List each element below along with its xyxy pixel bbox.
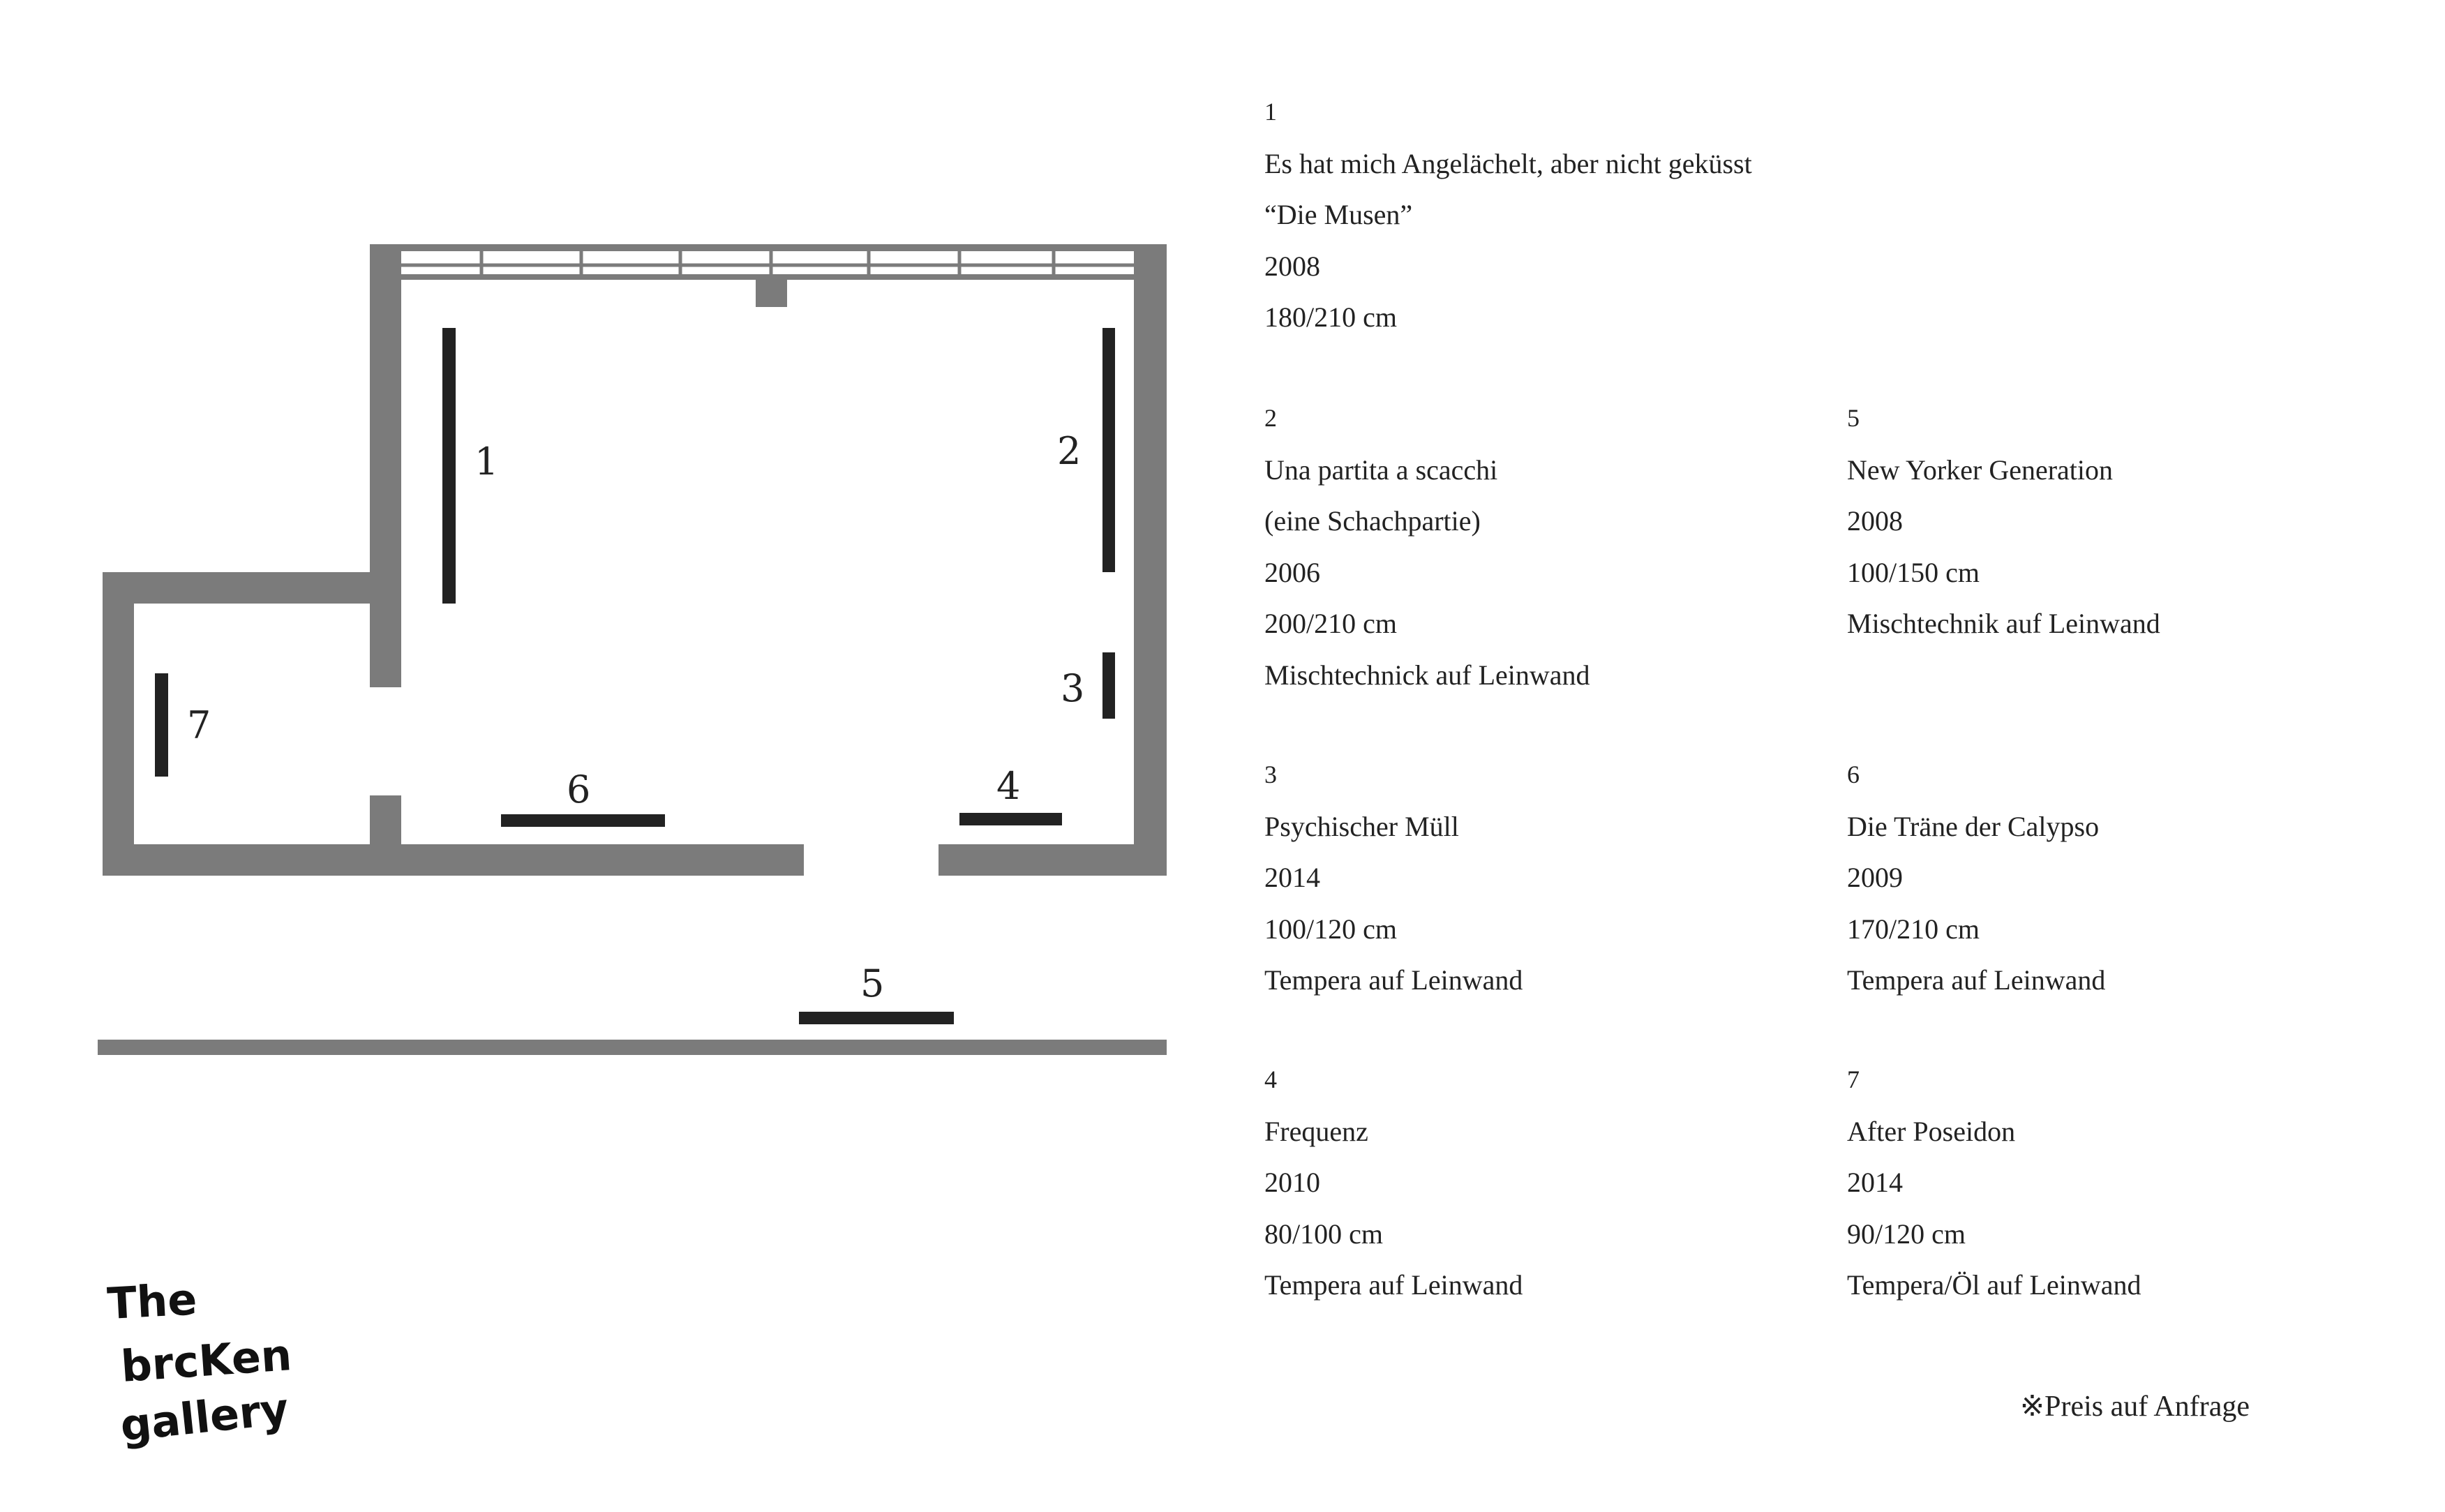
- wall-main-right: [1134, 244, 1167, 876]
- wall-side-bottom: [103, 844, 370, 876]
- work-medium: Mischtechnik auf Leinwand: [1847, 608, 2160, 639]
- work-number: 1: [1264, 98, 1277, 126]
- work-subtitle: (eine Schachpartie): [1264, 505, 1481, 537]
- artwork-7: [155, 673, 168, 777]
- work-title: New Yorker Generation: [1847, 454, 2114, 486]
- work-number: 5: [1847, 404, 1860, 432]
- wall-bottom-right: [939, 844, 1167, 876]
- work-entry-3: [1264, 749, 1523, 1006]
- wall-bottom-left: [401, 844, 804, 876]
- work-medium: Tempera auf Leinwand: [1847, 964, 2106, 996]
- work-size: 80/100 cm: [1264, 1218, 1383, 1250]
- work-title: Es hat mich Angelächelt, aber nicht geküsst: [1264, 147, 1752, 179]
- marker-2: 2: [1057, 429, 1082, 473]
- artwork-4: [959, 813, 1062, 825]
- marker-7: 7: [187, 703, 211, 747]
- artwork-6: [501, 814, 665, 827]
- work-year: 2009: [1847, 862, 1903, 893]
- work-title: Psychischer Müll: [1264, 810, 1459, 842]
- work-medium: Mischtechnick auf Leinwand: [1264, 659, 1590, 691]
- work-year: 2010: [1264, 1167, 1320, 1198]
- wall-main-left-lower: [370, 795, 401, 876]
- outer-wall: [98, 1040, 1167, 1055]
- work-title: Frequenz: [1264, 1115, 1368, 1147]
- logo-line-2: brcKen: [119, 1329, 293, 1392]
- logo-line-1: The: [105, 1273, 199, 1329]
- artwork-3: [1102, 652, 1115, 719]
- artwork-2: [1102, 328, 1115, 572]
- gallery-logo: [105, 1270, 293, 1465]
- wall-top-pillar: [756, 277, 787, 307]
- work-medium: Tempera/Öl auf Leinwand: [1847, 1269, 2141, 1301]
- work-entry-7: [1847, 1054, 2141, 1311]
- work-number: 6: [1847, 761, 1860, 788]
- wall-side-left: [103, 572, 134, 876]
- price-note: ※Preis auf Anfrage: [2019, 1391, 2250, 1423]
- work-entry-6: [1847, 749, 2105, 1006]
- work-medium: Tempera auf Leinwand: [1264, 1269, 1523, 1301]
- work-year: 2006: [1264, 556, 1320, 588]
- work-entry-1: [1264, 87, 1752, 343]
- work-number: 7: [1847, 1065, 1860, 1093]
- work-year: 2008: [1847, 505, 1903, 537]
- work-title: Die Träne der Calypso: [1847, 810, 2100, 842]
- artwork-5: [799, 1012, 954, 1024]
- work-size: 200/210 cm: [1264, 608, 1397, 639]
- work-size: 180/210 cm: [1264, 301, 1397, 333]
- logo-line-3: gallery: [117, 1383, 292, 1451]
- work-entry-4: [1264, 1054, 1523, 1311]
- work-entry-5: [1847, 393, 2160, 650]
- work-subtitle: “Die Musen”: [1264, 199, 1413, 230]
- wall-side-top: [103, 572, 370, 604]
- work-year: 2008: [1264, 250, 1320, 282]
- work-title: After Poseidon: [1847, 1115, 2016, 1147]
- wall-main-left-upper: [370, 244, 401, 687]
- marker-3: 3: [1061, 666, 1085, 710]
- artwork-1: [442, 328, 456, 604]
- work-size: 100/120 cm: [1264, 913, 1397, 945]
- marker-4: 4: [996, 764, 1021, 808]
- work-number: 4: [1264, 1065, 1277, 1093]
- work-medium: Tempera auf Leinwand: [1264, 964, 1523, 996]
- work-number: 3: [1264, 761, 1277, 788]
- work-size: 100/150 cm: [1847, 556, 1980, 588]
- work-title: Una partita a scacchi: [1264, 454, 1498, 486]
- marker-1: 1: [474, 440, 499, 484]
- marker-5: 5: [860, 961, 885, 1005]
- marker-6: 6: [567, 768, 591, 811]
- work-size: 170/210 cm: [1847, 913, 1980, 945]
- work-number: 2: [1264, 404, 1277, 432]
- work-year: 2014: [1847, 1167, 1903, 1198]
- work-year: 2014: [1264, 862, 1320, 893]
- work-entry-2: [1264, 393, 1590, 701]
- window-rail: [401, 244, 1134, 280]
- work-size: 90/120 cm: [1847, 1218, 1966, 1250]
